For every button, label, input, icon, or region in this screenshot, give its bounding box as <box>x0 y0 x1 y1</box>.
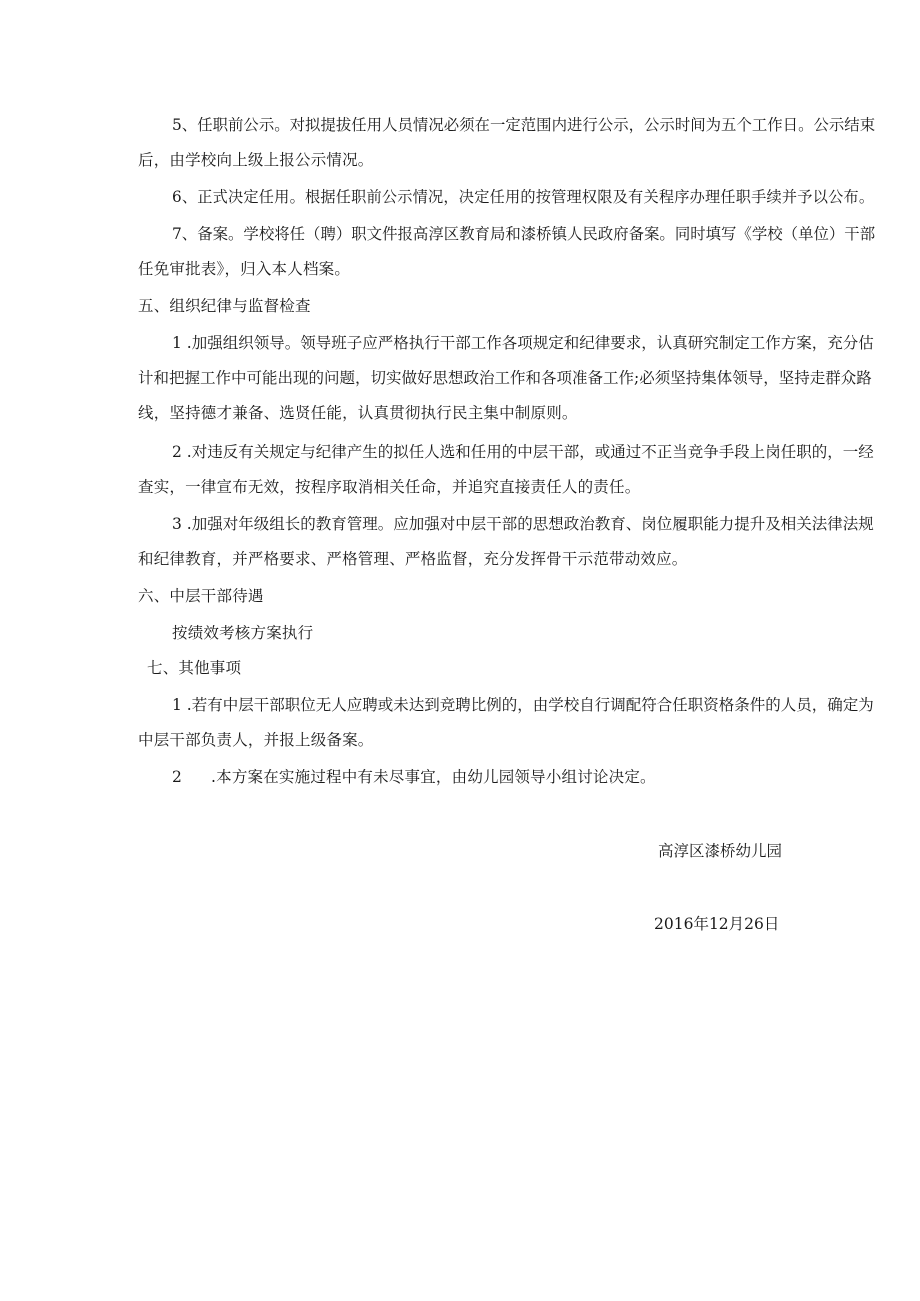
item7-line1: 7、备案。学校将任（聘）职文件报高淳区教育局和漆桥镇人民政府备案。同时填写《学校（单位）干部 <box>172 225 876 243</box>
section7-p2-text: .本方案在实施过程中有未尽事宜，由幼儿园领导小组讨论决定。 <box>211 768 656 786</box>
section7-heading: 七、其他事项 <box>147 659 242 677</box>
section7-p1-line1: 1 .若有中层干部职位无人应聘或未达到竞聘比例的，由学校自行调配符合任职资格条件的人员，确定为 <box>172 696 874 714</box>
item5-line1: 5、任职前公示。对拟提拔任用人员情况必须在一定范围内进行公示，公示时间为五个工作日。公示结束 <box>172 116 876 134</box>
item7-line2: 任免审批表》，归入本人档案。 <box>138 260 351 278</box>
signature-org: 高淳区漆桥幼儿园 <box>658 842 783 860</box>
signature-date: 2016年12月26日 <box>654 915 780 933</box>
section6-heading: 六、中层干部待遇 <box>138 587 264 605</box>
section5-p2-line1: 2 .对违反有关规定与纪律产生的拟任人选和任用的中层干部，或通过不正当竞争手段上岗任职的，一经 <box>172 443 874 461</box>
section6-p1: 按绩效考核方案执行 <box>172 624 314 642</box>
section5-p1-line3: 线，坚持德才兼备、选贤任能，认真贯彻执行民主集中制原则。 <box>138 404 578 422</box>
item6-line1: 6、正式决定任用。根据任职前公示情况，决定任用的按管理权限及有关程序办理任职手续并予以公布。 <box>172 188 875 206</box>
section5-p3-line2: 和纪律教育，并严格要求、严格管理、严格监督，充分发挥骨干示范带动效应。 <box>138 550 688 568</box>
item5-line2: 后，由学校向上级上报公示情况。 <box>138 151 374 169</box>
section5-p2-line2: 查实，一律宣布无效，按程序取消相关任命，并追究直接责任人的责任。 <box>138 478 641 496</box>
section5-p1-line1: 1 .加强组织领导。领导班子应严格执行干部工作各项规定和纪律要求，认真研究制定工作方案，充分估 <box>172 334 874 352</box>
section5-p1-line2: 计和把握工作中可能出现的问题，切实做好思想政治工作和各项准备工作;必须坚持集体领导，坚持走群众路 <box>138 369 872 387</box>
section7-p1-line2: 中层干部负责人，并报上级备案。 <box>138 731 374 749</box>
section5-p3-line1: 3 .加强对年级组长的教育管理。应加强对中层干部的思想政治教育、岗位履职能力提升及相关法律法规 <box>172 515 874 533</box>
section5-heading: 五、组织纪律与监督检查 <box>138 297 311 315</box>
section7-p2-number: 2 <box>172 768 183 786</box>
